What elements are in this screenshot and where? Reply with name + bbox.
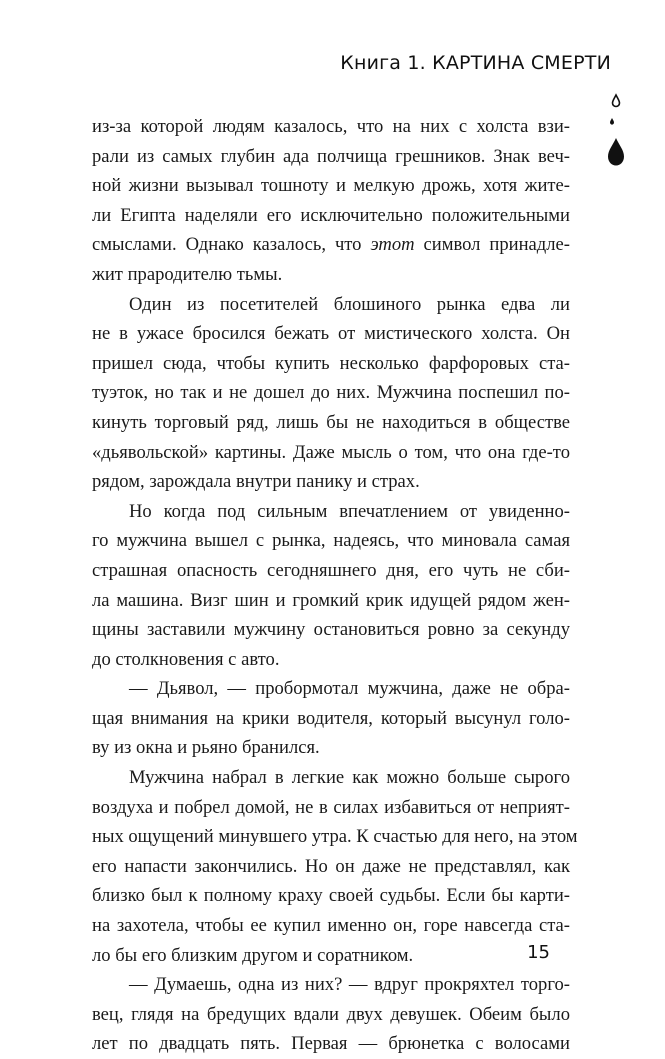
text-line: ло бы его близким другом и соратником.: [92, 944, 414, 966]
text-line: ных ощущений минувшего утра. К счастью для него, на этом: [92, 826, 578, 848]
text-line: его напасти закончились. Но он даже не представлял, как: [92, 855, 570, 877]
text-line: рядом, зарождала внутри панику и страх.: [92, 471, 420, 493]
ink-drops-icon: [597, 92, 627, 182]
text-line: — Дьявол, — пробормотал мужчина, даже не обра-: [129, 678, 570, 700]
body-text: [92, 112, 578, 1059]
text-line: ли Египта наделяли его исключительно положительными: [92, 204, 570, 226]
text-line: «дьявольской» картины. Даже мысль о том, что она где-то: [92, 441, 570, 463]
text-line: Мужчина набрал в легкие как можно больше сырого: [129, 767, 570, 789]
text-line: Один из посетителей блошиного рынка едва ли: [129, 293, 570, 315]
text-line: смыслами. Однако казалось, что этот символ принадле-: [92, 234, 570, 256]
text-line: близко был к полному краху своей судьбы. Если бы карти-: [92, 885, 570, 907]
text-line: ной жизни вызывал тошноту и мелкую дрожь, хотя жите-: [92, 175, 570, 197]
text-line: воздуха и побрел домой, не в силах избавиться от неприят-: [92, 796, 570, 818]
text-line: из-за которой людям казалось, что на них с холста взи-: [92, 116, 570, 137]
running-head: Книга 1. КАРТИНА СМЕРТИ: [340, 52, 611, 74]
text-line: до столкновения с авто.: [92, 648, 280, 670]
text-line: жит прародителю тьмы.: [92, 263, 283, 285]
text-line: Но когда под сильным впечатлением от увиденно-: [129, 500, 570, 522]
text-line: не в ужасе бросился бежать от мистического холста. Он: [92, 323, 570, 345]
text-line: рали из самых глубин ада полчища грешников. Знак веч-: [92, 145, 570, 167]
text-line: го мужчина вышел с рынка, надеясь, что миновала самая: [92, 530, 570, 552]
text-line: — Думаешь, одна из них? — вдруг прокряхтел торго-: [129, 974, 570, 996]
text-line: щая внимания на крики водителя, который высунул голо-: [92, 707, 570, 729]
text-line: ву из окна и рьяно бранился.: [92, 737, 320, 759]
text-line: кинуть торговый ряд, лишь бы не находиться в обществе: [92, 411, 570, 433]
text-line: страшная опасность сегодняшнего дня, его чуть не сби-: [92, 559, 570, 581]
text-line: туэток, но так и не дошел до них. Мужчина поспешил по-: [92, 382, 570, 404]
text-line: лет по двадцать пять. Первая — брюнетка с волосами: [92, 1033, 570, 1055]
text-line: вец, глядя на бредущих вдали двух девушек. Обеим было: [92, 1003, 570, 1025]
text-line: щины заставили мужчину остановиться ровно за секунду: [92, 619, 570, 641]
text-line: ла машина. Визг шин и громкий крик идущей рядом жен-: [92, 589, 570, 611]
page-number: 15: [527, 942, 550, 963]
text-line: на захотела, чтобы ее купил именно он, горе навсегда ста-: [92, 915, 570, 937]
text-line: пришел сюда, чтобы купить несколько фарфоровых ста-: [92, 352, 570, 374]
